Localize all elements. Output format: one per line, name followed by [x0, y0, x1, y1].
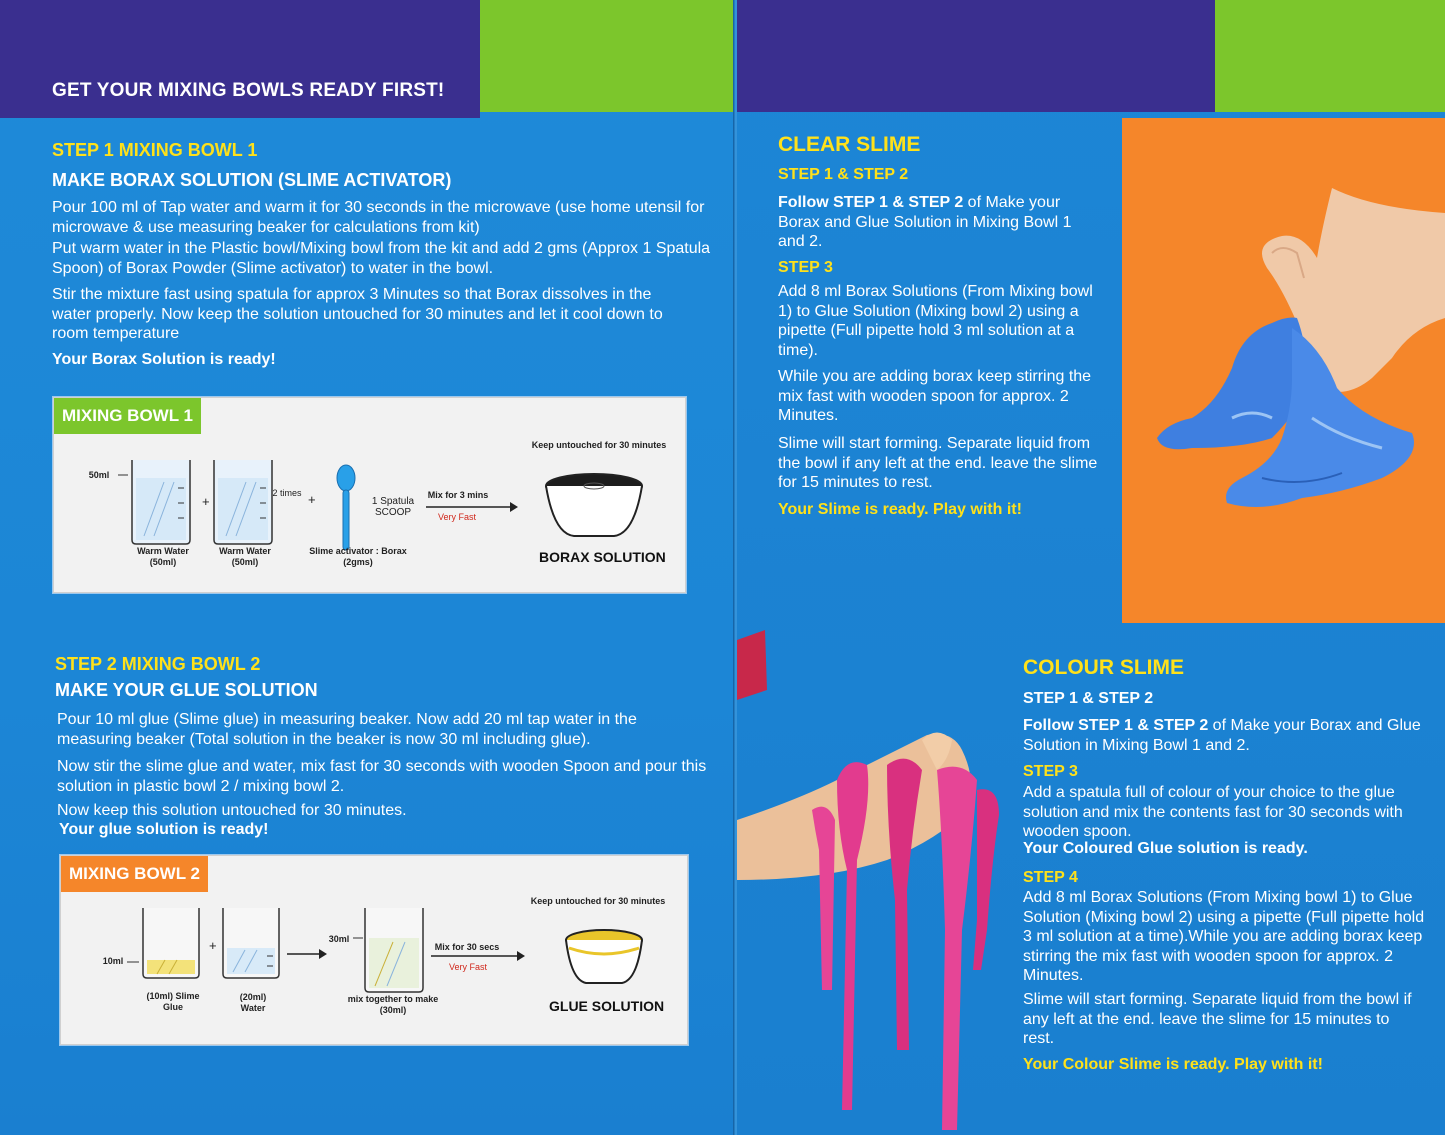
bowl1-50ml-label: 50ml	[88, 470, 110, 480]
step2-paragraph-1: Pour 10 ml glue (Slime glue) in measuring beaker. Now add 20 ml tap water in the measuring beaker (Total solution in the beaker is now 30 ml including glue).	[57, 711, 637, 748]
mixing-bowl-1-diagram	[53, 397, 686, 593]
borax-solution-label: BORAX SOLUTION	[539, 549, 666, 565]
step1-ready: Your Borax Solution is ready!	[52, 351, 276, 368]
bowl1-keep-note: Keep untouched for 30 minutes	[531, 440, 667, 450]
bowl2-fast-label: Very Fast	[449, 962, 488, 972]
clear-slime-title: CLEAR SLIME	[778, 133, 921, 156]
clear-follow	[778, 193, 1098, 252]
step2-paragraph-2: Now stir the slime glue and water, mix fast for 30 seconds with wooden Spoon and pour this solution in plastic bowl 2 / mixing bowl 2.	[57, 758, 707, 795]
bowl2-keep-note: Keep untouched for 30 minutes	[530, 896, 666, 906]
mixing-bowl-2-diagram	[60, 855, 688, 1045]
step2-subtitle: MAKE YOUR GLUE SOLUTION	[55, 680, 318, 700]
plus-sign: +	[202, 494, 210, 509]
step1-title: STEP 1 MIXING BOWL 1	[52, 140, 258, 160]
clear-follow-rest: of Make your Borax and Glue Solution in Mixing Bowl 1 and 2.	[778, 194, 1072, 250]
bowl2-glue-label: (10ml) Slime Glue	[146, 991, 200, 1012]
step1-paragraph-1: Pour 100 ml of Tap water and warm it for 30 seconds in the microwave (use home utensil for microwave & use measuring beaker for calculations from kit)	[52, 199, 705, 236]
step1-paragraph-3: Stir the mixture fast using spatula for approx 3 Minutes so that Borax dissolves in the water properly. Now keep the solution untouched for 30 minutes and let it cool down to room temperature	[52, 286, 663, 342]
clear-step12: STEP 1 & STEP 2	[778, 166, 909, 183]
bowl1-spatula-label: 1 Spatula SCOOP	[371, 496, 415, 518]
colour-step12: STEP 1 & STEP 2	[1023, 690, 1154, 707]
page-header: GET YOUR MIXING BOWLS READY FIRST!	[52, 80, 445, 101]
bowl2-30ml-label: 30ml	[328, 934, 350, 944]
beaker-icon	[223, 908, 279, 978]
bowl2-mix-label: Mix for 30 secs	[434, 942, 500, 952]
colour-follow-bold: Follow STEP 1 & STEP 2	[1023, 717, 1209, 734]
hand-pink-slime-image	[737, 630, 1027, 1130]
colour-follow-rest: of Make your Borax and Glue Solution in Mixing Bowl 1 and 2.	[1023, 717, 1421, 754]
mixing-bowl-2-label: MIXING BOWL 2	[61, 856, 208, 892]
step2-ready: Your glue solution is ready!	[59, 821, 269, 838]
plus-sign: +	[209, 938, 217, 953]
mixing-bowl-2-illustration	[61, 856, 689, 1046]
bowl1-times-label: 2 times	[272, 488, 302, 498]
plus-sign: +	[308, 492, 316, 507]
header-band-green	[1215, 0, 1445, 112]
colour-paragraph-3: Slime will start forming. Separate liquid from the bowl if any left at the end. leave the slime for 15 minutes to rest.	[1023, 991, 1412, 1047]
colour-step4: STEP 4	[1023, 869, 1078, 886]
colour-follow	[1023, 716, 1423, 755]
bowl1-fast-label: Very Fast	[438, 512, 477, 522]
colour-paragraph-1: Add a spatula full of colour of your choice to the glue solution and mix the contents fast for 30 seconds with wooden spoon.	[1023, 784, 1403, 840]
clear-ready: Your Slime is ready. Play with it!	[778, 501, 1022, 518]
colour-paragraph-1-bold: Your Coloured Glue solution is ready.	[1023, 840, 1308, 857]
bowl2-10ml-label: 10ml	[102, 956, 124, 966]
bowl1-warm-water-2: Warm Water (50ml)	[219, 546, 271, 567]
mixing-bowl-1-label: MIXING BOWL 1	[54, 398, 201, 434]
beaker-icon	[127, 908, 199, 978]
bowl1-warm-water-1: Warm Water (50ml)	[137, 546, 189, 567]
arrow-right-icon	[426, 502, 518, 512]
step1-subtitle: MAKE BORAX SOLUTION (SLIME ACTIVATOR)	[52, 170, 452, 190]
colour-ready: Your Colour Slime is ready. Play with it!	[1023, 1056, 1323, 1073]
step2-title: STEP 2 MIXING BOWL 2	[55, 654, 261, 674]
bowl-icon	[546, 474, 642, 536]
clear-paragraph-1: Add 8 ml Borax Solutions (From Mixing bowl 1) to Glue Solution (Mixing bowl 2) using a pipette (Full pipette hold 3 ml solution at a time).	[778, 283, 1093, 359]
clear-slime-photo	[1122, 118, 1445, 623]
bowl1-activator-label: Slime activator : Borax (2gms)	[309, 546, 407, 567]
clear-paragraph-3: Slime will start forming. Separate liquid from the bowl if any left at the end. leave the slime for 15 minutes to rest.	[778, 435, 1098, 491]
clear-paragraph-2: While you are adding borax keep stirring the mix fast with wooden spoon for approx. 2 Minutes.	[778, 368, 1092, 424]
hand-blue-slime-image	[1122, 118, 1445, 623]
colour-slime-title: COLOUR SLIME	[1023, 656, 1184, 679]
clear-follow-bold: Follow STEP 1 & STEP 2	[778, 194, 964, 211]
right-page	[737, 0, 1445, 1135]
step2-paragraph-3: Now keep this solution untouched for 30 minutes.	[57, 802, 407, 819]
bowl2-together-label: mix together to make (30ml)	[347, 994, 439, 1015]
arrow-right-icon	[287, 949, 327, 959]
spatula-icon	[337, 465, 355, 550]
bowl-icon	[566, 930, 642, 983]
beaker-icon	[353, 908, 423, 992]
bowl1-mix-label: Mix for 3 mins	[427, 490, 489, 500]
clear-step3: STEP 3	[778, 259, 833, 276]
beaker-icon	[214, 460, 272, 544]
colour-step3: STEP 3	[1023, 763, 1078, 780]
header-band-purple	[737, 0, 1215, 112]
colour-paragraph-2: Add 8 ml Borax Solutions (From Mixing bowl 1) to Glue Solution (Mixing bowl 2) using a pipette (Full pipette hold 3 ml solution at a time).While you are adding borax keep stirring the mix fast with wooden spoon for approx. 2 Minutes.	[1023, 889, 1425, 984]
glue-solution-label: GLUE SOLUTION	[549, 998, 665, 1014]
bowl2-water-label: (20ml) Water	[239, 992, 267, 1013]
step1-paragraph-2: Put warm water in the Plastic bowl/Mixing bowl from the kit and add 2 gms (Approx 1 Spatula Spoon) of Borax Powder (Slime activator) to water in the bowl.	[52, 240, 711, 277]
beaker-icon	[118, 460, 190, 544]
header-band-green	[480, 0, 735, 112]
